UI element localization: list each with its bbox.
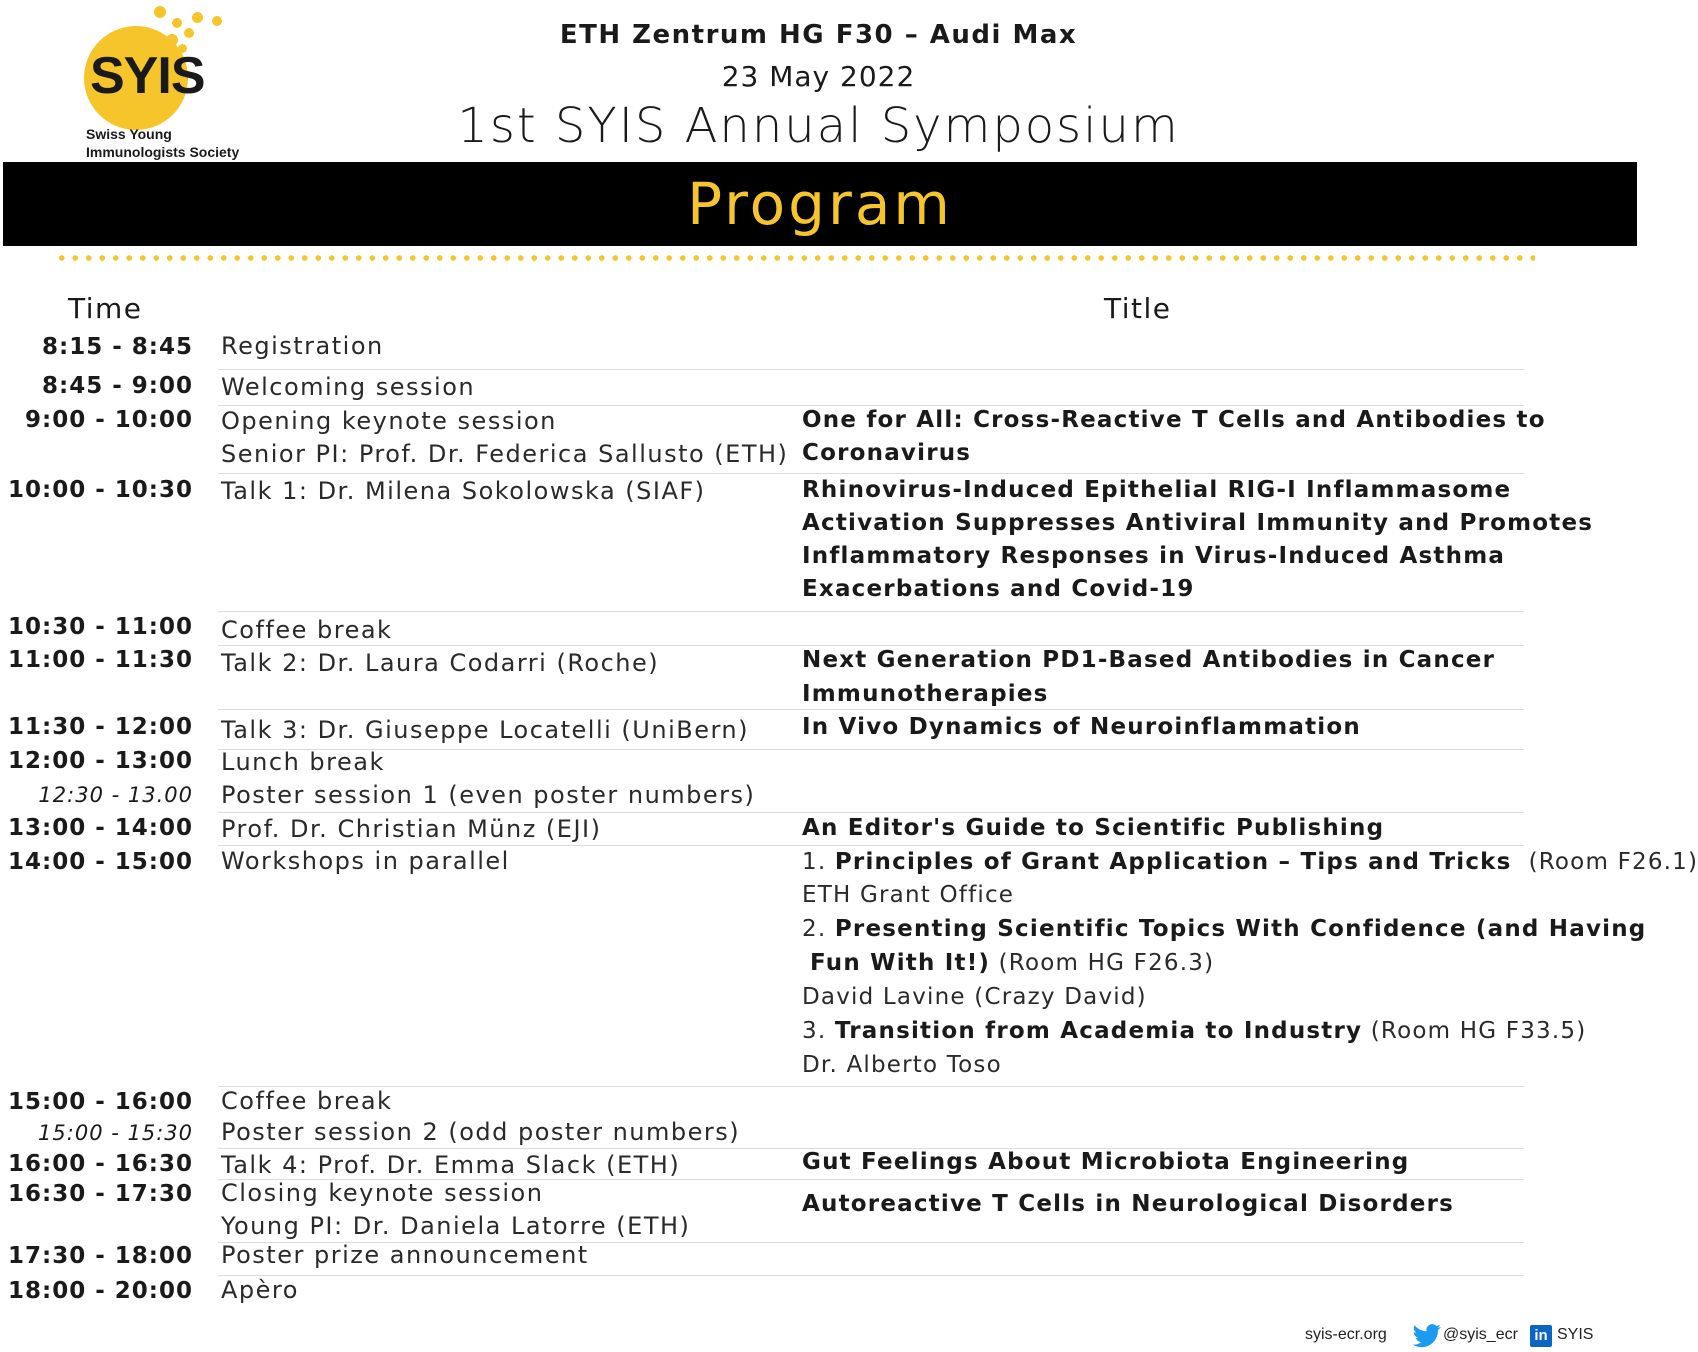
session-label: Poster session 2 (odd poster numbers) (221, 1118, 741, 1146)
event-title: 1st SYIS Annual Symposium (457, 98, 1180, 154)
title-column-header: Title (1104, 292, 1172, 325)
session-label: Poster session 1 (even poster numbers) (221, 781, 756, 809)
session-label: Opening keynote session (221, 407, 557, 435)
row-divider (218, 812, 1524, 813)
workshop-speaker: David Lavine (Crazy David) (802, 984, 1147, 1010)
row-divider (218, 473, 1524, 474)
session-label: Coffee break (221, 1087, 393, 1115)
time-slot: 16:00 - 16:30 (8, 1151, 193, 1177)
talk-title: An Editor's Guide to Scientific Publishing (802, 815, 1385, 841)
session-label: Registration (221, 332, 384, 360)
workshop-title: Fun With It!) (810, 950, 991, 976)
time-slot: 16:30 - 17:30 (8, 1181, 193, 1207)
talk-title: Exacerbations and Covid-19 (802, 576, 1195, 602)
session-label: Coffee break (221, 616, 393, 644)
row-divider (218, 845, 1524, 846)
talk-title: Immunotherapies (802, 681, 1049, 707)
session-label: Lunch break (221, 748, 385, 776)
time-slot: 8:15 - 8:45 (42, 334, 193, 360)
time-slot: 8:45 - 9:00 (42, 373, 193, 399)
talk-title: Activation Suppresses Antiviral Immunity and Promotes (802, 510, 1594, 536)
time-slot: 12:00 - 13:00 (8, 748, 193, 774)
time-slot: 14:00 - 15:00 (8, 849, 193, 875)
session-label: Workshops in parallel (221, 847, 510, 875)
workshop-room: (Room F26.1) (1528, 849, 1698, 875)
talk-title: In Vivo Dynamics of Neuroinflammation (802, 714, 1361, 740)
time-slot: 11:30 - 12:00 (8, 714, 193, 740)
row-divider (218, 645, 1524, 646)
workshop-speaker: ETH Grant Office (802, 882, 1015, 908)
session-label: Prof. Dr. Christian Münz (EJI) (221, 815, 602, 843)
time-slot: 15:00 - 16:00 (8, 1089, 193, 1115)
time-slot: 11:00 - 11:30 (8, 647, 193, 673)
linkedin-label[interactable]: SYIS (1557, 1326, 1594, 1343)
row-divider (218, 611, 1524, 612)
venue: ETH Zentrum HG F30 – Audi Max (559, 20, 1078, 50)
talk-title: One for All: Cross-Reactive T Cells and Antibodies to (802, 407, 1546, 433)
website-link[interactable]: syis-ecr.org (1305, 1326, 1387, 1343)
time-slot: 18:00 - 20:00 (8, 1278, 193, 1304)
session-label: Talk 3: Dr. Giuseppe Locatelli (UniBern) (221, 716, 749, 744)
logo-wordmark: SYIS (90, 47, 205, 105)
session-label: Talk 1: Dr. Milena Sokolowska (SIAF) (221, 477, 706, 505)
row-divider (218, 369, 1524, 370)
program-banner (3, 162, 1637, 246)
row-divider (218, 1086, 1524, 1087)
talk-title: Autoreactive T Cells in Neurological Disorders (802, 1191, 1454, 1217)
row-divider (218, 709, 1524, 710)
time-slot: 12:30 - 13.00 (38, 783, 193, 807)
talk-title: Inflammatory Responses in Virus-Induced Asthma (802, 543, 1506, 569)
speaker-label: Young PI: Dr. Daniela Latorre (ETH) (221, 1212, 691, 1240)
logo-subtitle: Swiss Young Immunologists Society (86, 126, 240, 160)
session-label: Closing keynote session (221, 1179, 544, 1207)
talk-title: Rhinovirus-Induced Epithelial RIG-I Inflammasome (802, 477, 1512, 503)
workshop-number: 2. (802, 916, 827, 942)
session-label: Talk 2: Dr. Laura Codarri (Roche) (221, 649, 660, 677)
workshop-speaker: Dr. Alberto Toso (802, 1052, 1002, 1078)
time-slot: 13:00 - 14:00 (8, 815, 193, 841)
workshop-room: (Room HG F26.3) (998, 950, 1215, 976)
workshop-title: Presenting Scientific Topics With Confidence (and Having (834, 916, 1647, 942)
session-label: Talk 4: Prof. Dr. Emma Slack (ETH) (221, 1151, 681, 1179)
time-column-header: Time (68, 292, 143, 325)
talk-title: Next Generation PD1-Based Antibodies in Cancer (802, 647, 1496, 673)
time-slot: 15:00 - 15:30 (38, 1121, 193, 1145)
time-slot: 9:00 - 10:00 (25, 407, 193, 433)
talk-title: Gut Feelings About Microbiota Engineering (802, 1149, 1410, 1175)
linkedin-icon[interactable]: in (1530, 1325, 1552, 1347)
workshop-2-cont (810, 950, 1214, 976)
row-divider (218, 1275, 1524, 1276)
workshop-title: Principles of Grant Application – Tips and Tricks (834, 849, 1512, 875)
logo-bubble (154, 6, 166, 18)
twitter-handle[interactable]: @syis_ecr (1443, 1326, 1518, 1343)
row-divider (218, 405, 1524, 406)
workshop-1 (802, 849, 1698, 875)
event-date: 23 May 2022 (721, 60, 916, 93)
time-slot: 17:30 - 18:00 (8, 1243, 193, 1269)
session-label: Poster prize announcement (221, 1241, 589, 1269)
talk-title: Coronavirus (802, 440, 972, 466)
workshop-number: 1. (802, 849, 827, 875)
dotted-divider (55, 254, 1535, 262)
workshop-3 (802, 1018, 1586, 1044)
speaker-label: Senior PI: Prof. Dr. Federica Sallusto (ETH) (221, 440, 789, 468)
workshop-room: (Room HG F33.5) (1370, 1018, 1587, 1044)
time-slot: 10:00 - 10:30 (8, 477, 193, 503)
time-slot: 10:30 - 11:00 (8, 614, 193, 640)
twitter-icon[interactable] (1412, 1324, 1442, 1348)
session-label: Welcoming session (221, 373, 476, 401)
row-divider (218, 749, 1524, 750)
workshop-number: 3. (802, 1018, 827, 1044)
workshop-2 (802, 916, 1646, 942)
workshop-title: Transition from Academia to Industry (834, 1018, 1363, 1044)
session-label: Apèro (221, 1276, 299, 1304)
program-title: Program (687, 170, 953, 238)
